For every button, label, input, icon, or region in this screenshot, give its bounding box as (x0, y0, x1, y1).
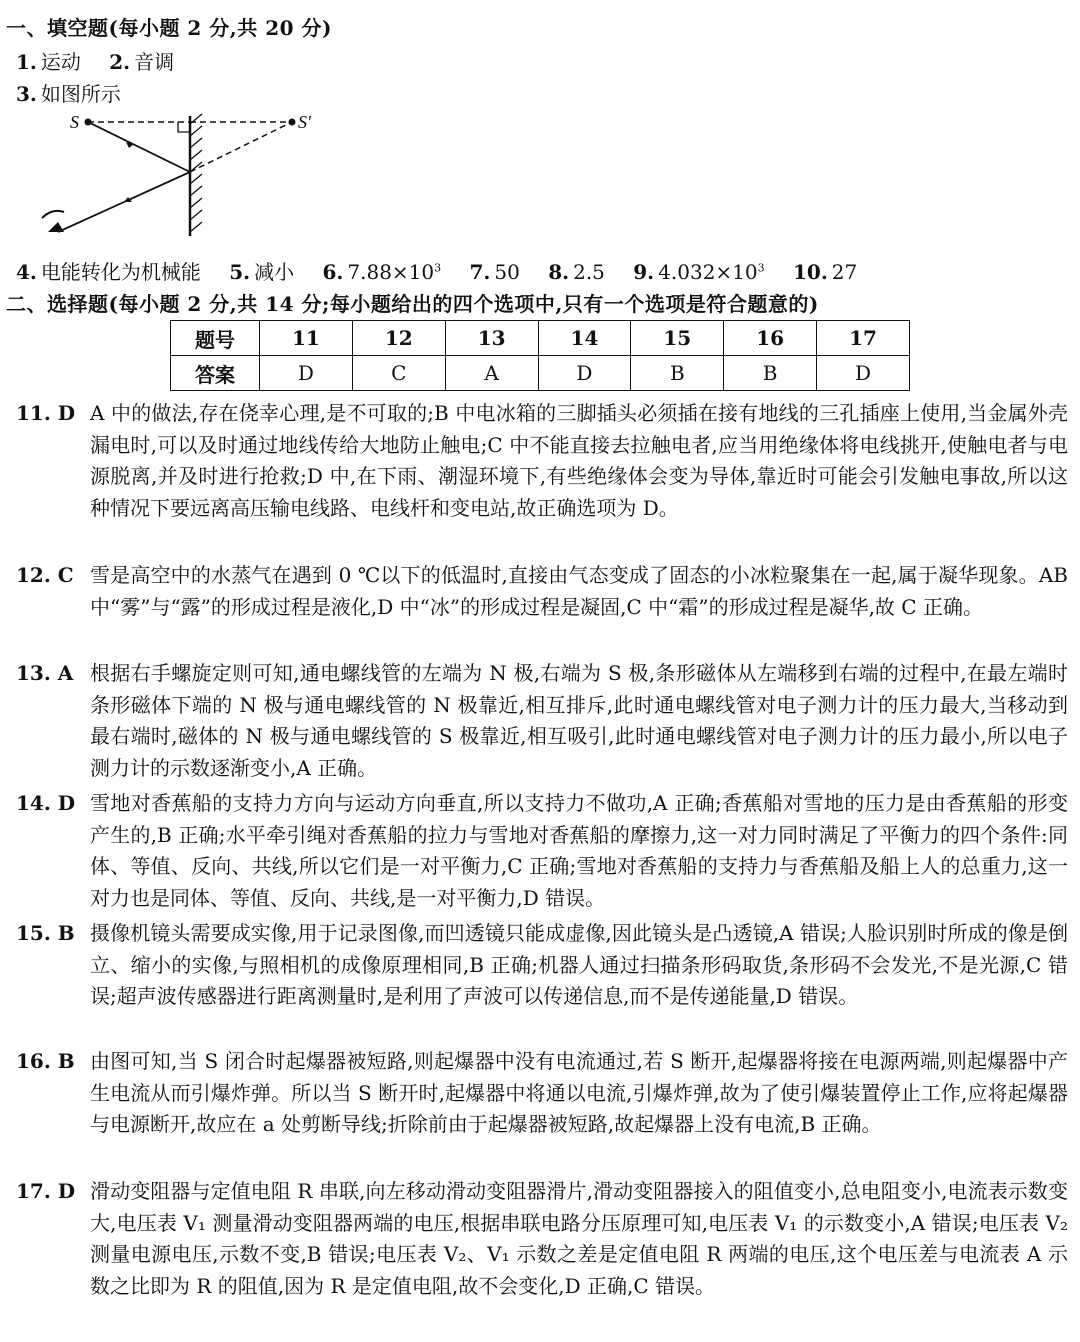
explanation-15 (16, 918, 1068, 1013)
item-2-answer: 音调 (134, 50, 175, 74)
item-4-number: 4. (16, 260, 37, 284)
explanation-text: 滑动变阻器与定值电阻 R 串联,向左移动滑动变阻器滑片,滑动变阻器接入的阻值变小,总电阻变小,电流表示数变大,电压表 V₁ 测量滑动变阻器两端的电压,根据串联电路分压原理可知,电压表 V₁ 的示数变小,A 错误;电压表 V₂ 测量电源电压,示数不变,B 错误;电压表 V₂、V₁ 示数之差是定值电阻 R 两端的电压,这个电压差与电流表 A 示数之比即为 R 的阻值,因为 R 是定值电阻,故不会变化,D 正确,C 错误。 (90, 1179, 1068, 1298)
explanation-label: 11. D (16, 401, 76, 425)
table-cell-number: 12 (352, 321, 445, 356)
source-label: S (70, 112, 79, 132)
explanation-label: 15. B (16, 921, 75, 945)
explanation-label: 14. D (16, 791, 76, 815)
explanation-text: 由图可知,当 S 闭合时起爆器被短路,则起爆器中没有电流通过,若 S 断开,起爆器将接在电源两端,则起爆器中产生电流从而引爆炸弹。所以当 S 断开时,起爆器中将通以电流,引爆炸弹,故为了使引爆装置停止工作,应将起爆器与电源断开,故应在 a 处剪断导线;折除前由于起爆器被短路,故起爆器上没有电流,B 正确。 (90, 1049, 1068, 1136)
table-cell-number: 11 (260, 321, 353, 356)
explanation-text: 雪地对香蕉船的支持力方向与运动方向垂直,所以支持力不做功,A 正确;香蕉船对雪地的压力是由香蕉船的形变产生的,B 正确;水平牵引绳对香蕉船的拉力与雪地对香蕉船的摩擦力,这一对力同时满足了平衡力的四个条件:同体、等值、反向、共线,所以它们是一对平衡力,C 正确;雪地对香蕉船的支持力与香蕉船及船上人的总重力,这一对力也是同体、等值、反向、共线,是一对平衡力,D 错误。 (90, 791, 1068, 910)
explanation-text: 摄像机镜头需要成实像,用于记录图像,而凹透镜只能成虚像,因此镜头是凸透镜,A 错误;人脸识别时所成的像是倒立、缩小的实像,与照相机的成像原理相同,B 正确;机器人通过扫描条形码取货,条形码不会发光,不是光源,C 错误;超声波传感器进行距离测量时,是利用了声波可以传递信息,而不是传递能量,D 错误。 (90, 921, 1068, 1008)
explanation-11 (16, 398, 1068, 524)
right-angle-mark (178, 122, 190, 132)
item-2-number: 2. (109, 50, 131, 74)
item-5-number: 5. (229, 260, 251, 284)
image-point (289, 119, 296, 126)
item-9-number: 9. (633, 260, 655, 284)
item-6-exponent: 3 (434, 261, 442, 275)
item-7-answer: 50 (494, 260, 520, 284)
table-header-number: 题号 (171, 321, 260, 356)
section1-title: 一、填空题(每小题 2 分,共 20 分) (6, 16, 332, 40)
explanation-text: 根据右手螺旋定则可知,通电螺线管的左端为 N 极,右端为 S 极,条形磁体从左端移到右端的过程中,在最左端时条形磁体下端的 N 极与通电螺线管的 N 极靠近,相互排斥,此时通电螺线管对电子测力计的压力最大,当移动到最右端时,磁体的 N 极与通电螺线管的 S 极靠近,相互吸引,此时通电螺线管对电子测力计的压力最小,所以电子测力计的示数逐渐变小,A 正确。 (90, 661, 1068, 780)
explanation-label: 17. D (16, 1179, 76, 1203)
reflection-diagram (30, 104, 350, 244)
table-cell-number: 16 (724, 321, 817, 356)
explanation-14 (16, 788, 1068, 914)
item-9-exponent: 3 (757, 261, 765, 275)
item-1-number: 1. (16, 50, 37, 74)
explanation-13 (16, 658, 1068, 784)
item-10-answer: 27 (831, 260, 858, 284)
eye-pupil-icon (48, 222, 64, 232)
incident-ray (88, 122, 190, 172)
answer-line-3 (16, 78, 121, 107)
explanation-label: 16. B (16, 1049, 75, 1073)
source-point (85, 119, 92, 126)
image-label: S′ (298, 112, 311, 132)
item-5-answer: 减小 (254, 260, 295, 284)
explanation-text: 雪是高空中的水蒸气在遇到 0 ℃以下的低温时,直接由气态变成了固态的小冰粒聚集在一起,属于凝华现象。AB 中“雾”与“露”的形成过程是液化,D 中“冰”的形成过程是凝固,C 中“霜”的形成过程是凝华,故 C 正确。 (90, 563, 1068, 619)
table-row-numbers (171, 321, 910, 356)
item-7-number: 7. (469, 260, 491, 284)
table-cell-answer: B (724, 356, 817, 391)
table-row-answers (171, 356, 910, 391)
explanation-16 (16, 1046, 1068, 1141)
explanation-label: 13. A (16, 661, 74, 685)
section2-title: 二、选择题(每小题 2 分,共 14 分;每小题给出的四个选项中,只有一个选项是符合题意的) (6, 292, 819, 316)
explanation-12 (16, 560, 1068, 623)
item-3-number: 3. (16, 82, 37, 106)
table-cell-answer: D (260, 356, 353, 391)
item-10-number: 10. (792, 260, 828, 284)
item-9-answer: 4.032×10 (658, 260, 758, 284)
item-8-number: 8. (548, 260, 570, 284)
answer-line-1-2 (16, 46, 174, 75)
table-cell-number: 13 (445, 321, 538, 356)
answer-table (170, 320, 910, 391)
mirror-hatching (190, 114, 202, 232)
table-cell-number: 15 (631, 321, 724, 356)
table-cell-answer: A (445, 356, 538, 391)
answer-line-4-10 (16, 256, 857, 285)
eye-icon (42, 211, 64, 218)
explanation-text: A 中的做法,存在侥幸心理,是不可取的;B 中电冰箱的三脚插头必须插在接有地线的三孔插座上使用,当金属外壳漏电时,可以及时通过地线传给大地防止触电;C 中不能直接去拉触电者,应当用绝缘体将电线挑开,使触电者与电源脱离,并及时进行抢救;D 中,在下雨、潮湿环境下,有些绝缘体会变为导体,靠近时可能会引发触电事故,所以这种情况下要远离高压输电线路、电线杆和变电站,故正确选项为 D。 (90, 401, 1068, 520)
explanation-label: 12. C (16, 563, 74, 587)
table-cell-number: 17 (817, 321, 910, 356)
table-cell-answer: B (631, 356, 724, 391)
item-8-answer: 2.5 (573, 260, 605, 284)
virtual-extension-line (190, 122, 292, 172)
item-1-answer: 运动 (40, 50, 81, 74)
table-header-answer: 答案 (171, 356, 260, 391)
table-cell-answer: D (817, 356, 910, 391)
table-cell-answer: D (538, 356, 631, 391)
item-4-answer: 电能转化为机械能 (40, 260, 201, 284)
explanation-17 (16, 1176, 1068, 1302)
item-6-answer: 7.88×10 (347, 260, 435, 284)
table-cell-answer: C (352, 356, 445, 391)
item-6-number: 6. (322, 260, 344, 284)
item-3-answer: 如图所示 (40, 82, 121, 106)
table-cell-number: 14 (538, 321, 631, 356)
